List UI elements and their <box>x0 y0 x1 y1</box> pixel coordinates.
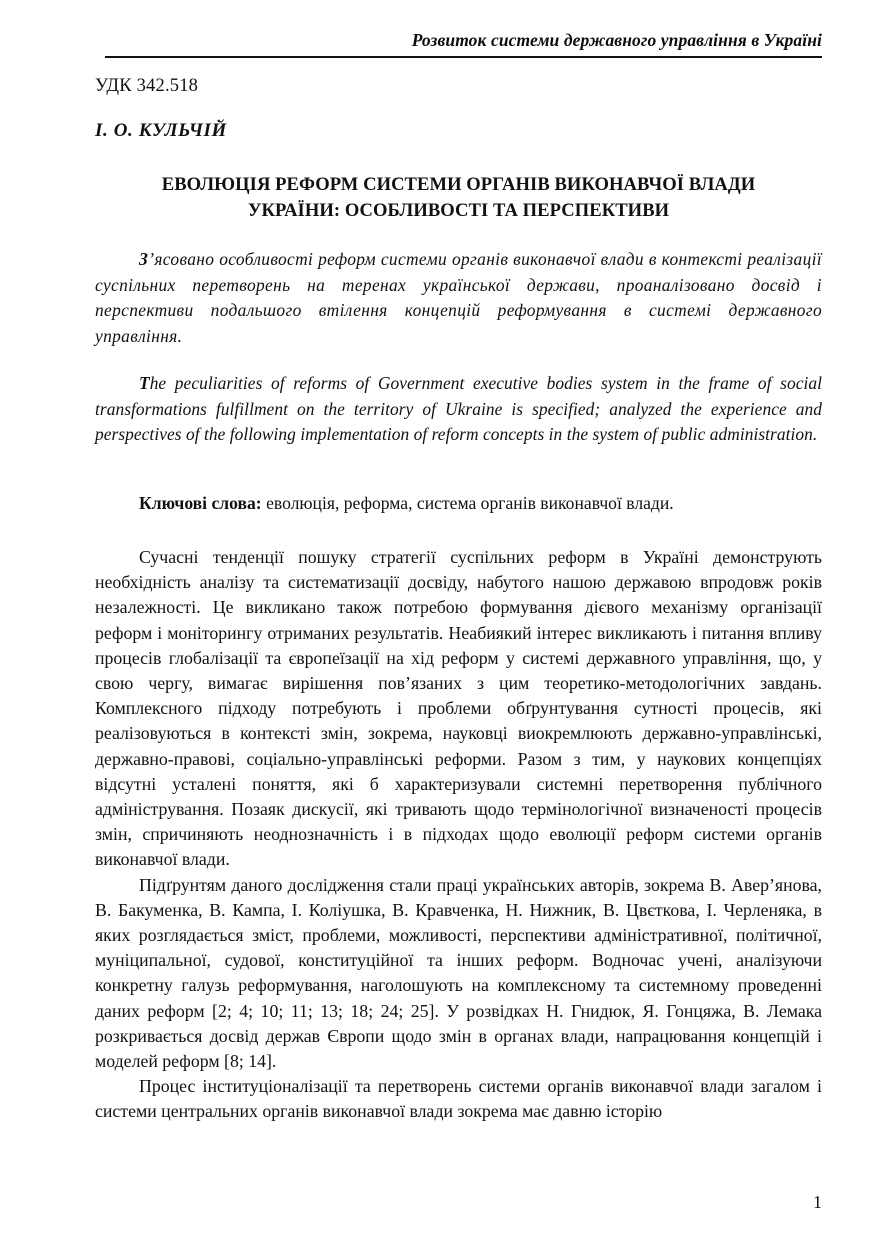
title-line-1: ЕВОЛЮЦІЯ РЕФОРМ СИСТЕМИ ОРГАНІВ ВИКОНАВЧОЇ ВЛАДИ <box>161 174 756 195</box>
keywords-value: еволюція, реформа, система органів виконавчої влади. <box>261 493 674 513</box>
body-paragraph-3: Процес інституціоналізації та перетворень системи органів виконавчої влади загалом і системи центральних органів виконавчої влади зокрема має давню історію <box>95 1076 822 1122</box>
author-name: І. О. КУЛЬЧІЙ <box>95 120 227 141</box>
abstract-ua-lead-letter: З <box>139 249 149 269</box>
page-title <box>95 172 822 224</box>
abstract-ua-text: ’ясовано особливості реформ системи органів виконавчої влади в контексті реалізації суспільних перетворень на теренах української держави, проаналізовано досвід і перспективи подальшого втілення концепцій реформування в системі державного управління. <box>95 249 822 346</box>
title-line-2: УКРАЇНИ: ОСОБЛИВОСТІ ТА ПЕРСПЕКТИВИ <box>247 200 670 221</box>
keywords-line <box>95 491 822 516</box>
abstract-ukrainian <box>95 247 822 349</box>
page-number: 1 <box>813 1192 822 1212</box>
abstract-en-text: he peculiarities of reforms of Government executive bodies system in the frame of social transformations fulfillment on the territory of Ukraine is specified; analyzed the experience and perspectives of the following implementation of reform concepts in the system of public administration. <box>95 373 822 444</box>
header-rule <box>105 56 822 58</box>
body-paragraph-1: Сучасні тенденції пошуку стратегії суспільних реформ в Україні демонструють необхідність аналізу та систематизації досвіду, набутого нашою державою впродовж років незалежності. Це викликано також потребою формування дієвого механізму організації реформ і моніторингу отриманих результатів. Неабиякий інтерес викликають і питання впливу процесів глобалізації та європеїзації на хід реформ у системі державного управління, що, у свою чергу, вимагає вирішення пов’язаних з цим теоретико-методологічних завдань. Комплексного підходу потребують і проблеми обґрунтування сутності процесів, які реалізовуються в контексті змін, зокрема, науковці виокремлюють державно-управлінські, державно-правові, соціально-управлінські реформи. Разом з тим, у наукових концепціях відсутні усталені поняття, які б характеризували системні перетворення публічного адміністрування. Позаяк дискусії, які тривають щодо термінологічної визначеності процесів змін, спричиняють неоднозначність і в підходах щодо еволюції реформ системи органів виконавчої влади. <box>95 547 822 870</box>
abstract-en-lead-letter: T <box>139 373 150 393</box>
abstract-english <box>95 371 822 448</box>
body-text <box>95 545 822 1125</box>
running-head: Розвиток системи державного управління в Україні <box>411 30 822 50</box>
body-paragraph-2: Підґрунтям даного дослідження стали праці українських авторів, зокрема В. Авер’янова, В. Бакуменка, В. Кампа, І. Коліушка, В. Кравченка, Н. Нижник, В. Цвєткова, І. Черленяка, в яких розглядається зміст, проблеми, можливості, перспективи адміністративної, політичної, муніципальної, судової, конституційної та інших реформ. Водночас учені, аналізуючи конкретну галузь реформування, наголошують на комплексному та системному проведенні даних реформ [2; 4; 10; 11; 13; 18; 24; 25]. У розвідках Н. Гнидюк, Я. Гонцяжа, В. Лемака розкривається досвід держав Європи щодо змін в органах влади, напрацювання концепцій і моделей реформ [8; 14]. <box>95 874 822 1072</box>
keywords-label: Ключові слова: <box>139 493 262 513</box>
udk-code: УДК 342.518 <box>95 76 199 96</box>
